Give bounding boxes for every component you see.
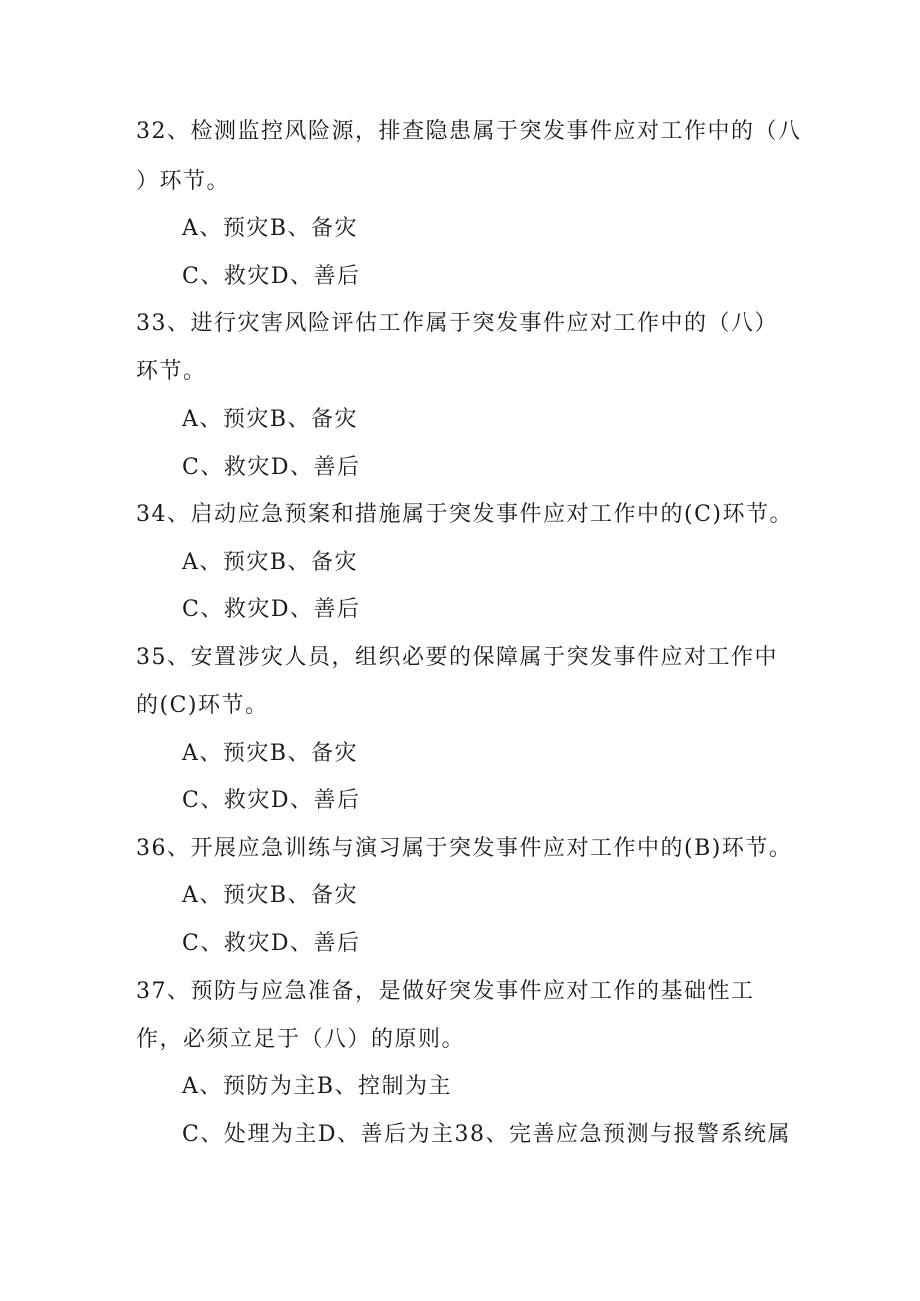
question-32-text-line-2: ）环节。: [136, 169, 231, 194]
question-33-text-line-2: 环节。: [136, 359, 207, 384]
question-35-options-cd: C、救灾D、善后: [182, 788, 361, 813]
question-37-text-line-1: 37、预防与应急准备，是做好突发事件应对工作的基础性工: [136, 979, 755, 1004]
question-36-text-line-1: 36、开展应急训练与演习属于突发事件应对工作中的(B)环节。: [136, 836, 793, 861]
question-32-text-line-1: 32、检测监控风险源，排查隐患属于突发事件应对工作中的（八: [136, 119, 802, 144]
question-33-options-cd: C、救灾D、善后: [182, 455, 361, 480]
question-35-text-line-1: 35、安置涉灾人员，组织必要的保障属于突发事件应对工作中: [136, 645, 778, 670]
question-35-options-ab: A、预灾B、备灾: [182, 741, 359, 766]
question-32-options-cd: C、救灾D、善后: [182, 264, 361, 289]
question-34-options-cd: C、救灾D、善后: [182, 597, 361, 622]
question-37-options-ab: A、预防为主B、控制为主: [182, 1074, 453, 1099]
question-35-text-line-2: 的(C)环节。: [136, 693, 269, 718]
question-34-text-line-1: 34、启动应急预案和措施属于突发事件应对工作中的(C)环节。: [136, 502, 793, 527]
question-33-text-line-1: 33、进行灾害风险评估工作属于突发事件应对工作中的（八）: [136, 311, 778, 336]
question-33-options-ab: A、预灾B、备灾: [182, 407, 359, 432]
question-34-options-ab: A、预灾B、备灾: [182, 550, 359, 575]
question-37-text-line-2: 作，必须立足于（八）的原则。: [136, 1027, 466, 1052]
question-36-options-ab: A、预灾B、备灾: [182, 883, 359, 908]
question-36-options-cd: C、救灾D、善后: [182, 931, 361, 956]
question-37-options-cd: C、处理为主D、善后为主38、完善应急预测与报警系统属: [182, 1122, 791, 1147]
question-32-options-ab: A、预灾B、备灾: [182, 216, 359, 241]
